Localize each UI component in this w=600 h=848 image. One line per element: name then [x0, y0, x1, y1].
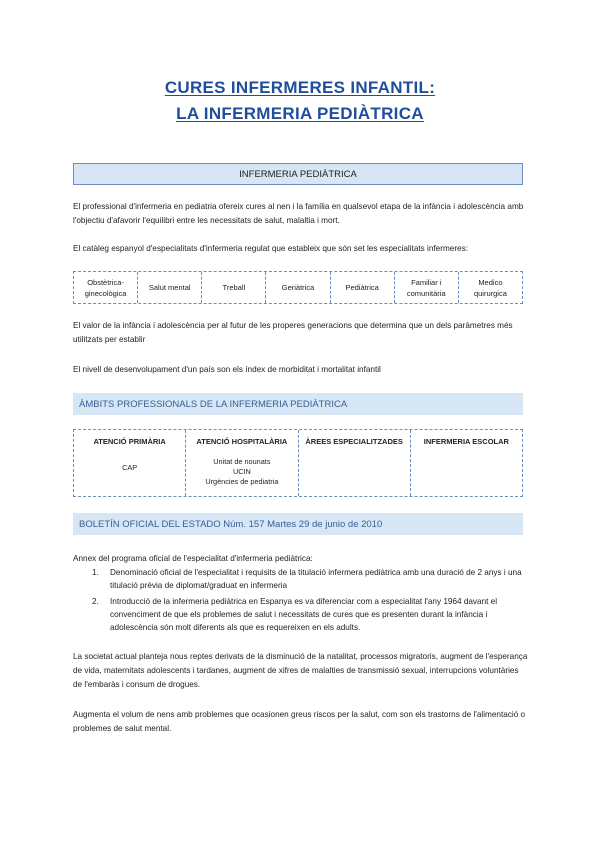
specialty-cell: Pediàtrica	[331, 272, 395, 303]
ambit-column-head: INFERMERIA ESCOLAR	[423, 437, 509, 446]
ambit-column-atencio-hospitalaria	[186, 430, 298, 496]
ambit-item: Urgències de pediatria	[205, 477, 279, 486]
section-heading-label: ÀMBITS PROFESSIONALS DE LA INFERMERIA PEDIÀTRICA	[79, 398, 348, 410]
paragraph-augmenta-volum: Augmenta el volum de nens amb problemes que ocasionen greus riscos per la salut, com son els trastorns de l'alimentació o problemes de salut mental.	[73, 710, 526, 733]
page-title-line-1: CURES INFERMERES INFANTIL:	[164, 78, 436, 97]
page-title-line-2: LA INFERMERIA PEDIÀTRICA	[176, 104, 424, 123]
ambit-item: Unitat de nounats	[213, 457, 271, 466]
ambit-column-atencio-primaria	[74, 430, 186, 496]
ambits-grid	[73, 429, 523, 497]
paragraph-professional: El professional d'infermeria en pediatria ofereix cures al nen i la família en qualsevol etapa de la infància i adolescència amb l'objectiu d'afavorir l'equilibri entre les necessitats de salut, malaltia i mort.	[73, 202, 524, 225]
specialty-cell: Familiar i comunitària	[395, 272, 459, 303]
ambit-item: UCIN	[232, 467, 251, 476]
ambit-column-head: ATENCIÓ PRIMÀRIA	[93, 437, 166, 446]
list-item-text: Denominació oficial de l'especialitat i requisits de la titulació infermera pediàtrica amb una duració de 2 anys i una titulació prèvia de diplomat/graduat en infermeria	[110, 568, 522, 590]
specialty-cell: Geriàtrica	[266, 272, 330, 303]
specialties-grid	[73, 271, 523, 304]
paragraph-valor-infancia: El valor de la infància i adolescència per al futur de les properes generacions que determina que un dels paràmetres més utilitzats per establir	[73, 321, 513, 344]
section-heading-label: INFERMERIA PEDIÀTRICA	[239, 168, 357, 180]
paragraph-annex-intro: Annex del programa oficial de l'especialitat d'infermeria pediàtrica:	[73, 554, 313, 563]
list-item-number: 2.	[92, 597, 99, 606]
list-item-number: 1.	[92, 568, 99, 577]
ambit-column-infermeria-escolar	[411, 430, 522, 496]
section-heading-label: BOLETÍN OFICIAL DEL ESTADO Núm. 157 Martes 29 de junio de 2010	[79, 518, 383, 530]
specialty-cell: Medico quirurgica	[473, 277, 507, 298]
list-item-text: Introducció de la infermeria pediàtrica en Espanya es va diferenciar com a especialitat l'any 1964 davant el convenciment de que els problemes de salut i necessitats de cures que es presenten durant la infància i adolescència són molt diferents als que es requereixen en els adults.	[110, 597, 498, 632]
ambit-column-arees-especialitzades	[299, 430, 411, 496]
ambit-column-head: ATENCIÓ HOSPITALÀRIA	[196, 437, 288, 446]
list-item	[92, 595, 527, 635]
paragraph-societat-actual: La societat actual planteja nous reptes derivats de la disminució de la natalitat, processos migratoris, augment de l'esperança de vida, maternitats adolescents i tardanes, augment de xifres de malalties de transmissió sexual, interrupcions voluntàries de l'embaràs i consum de drogues.	[73, 652, 528, 689]
ambit-item: CAP	[122, 463, 138, 472]
list-item	[92, 566, 527, 592]
specialty-cell: Salut mental	[138, 272, 202, 303]
section-heading-ambits	[73, 393, 523, 415]
specialty-cell: Obstètrica-ginecològica	[74, 272, 138, 303]
specialty-cell: Treball	[202, 272, 266, 303]
ambit-column-head: ÀREES ESPECIALITZADES	[305, 437, 403, 446]
section-heading-boe	[73, 513, 523, 535]
section-heading-infermeria-pediatrica	[73, 163, 523, 185]
paragraph-cataleg: El catàleg espanyol d'especialitats d'infermeria regulat que estableix que són set les especialitats infermeres:	[73, 244, 468, 253]
paragraph-nivell-desenvolupament: El nivell de desenvolupament d'un país son els índex de morbiditat i mortalitat infantil	[73, 365, 381, 374]
